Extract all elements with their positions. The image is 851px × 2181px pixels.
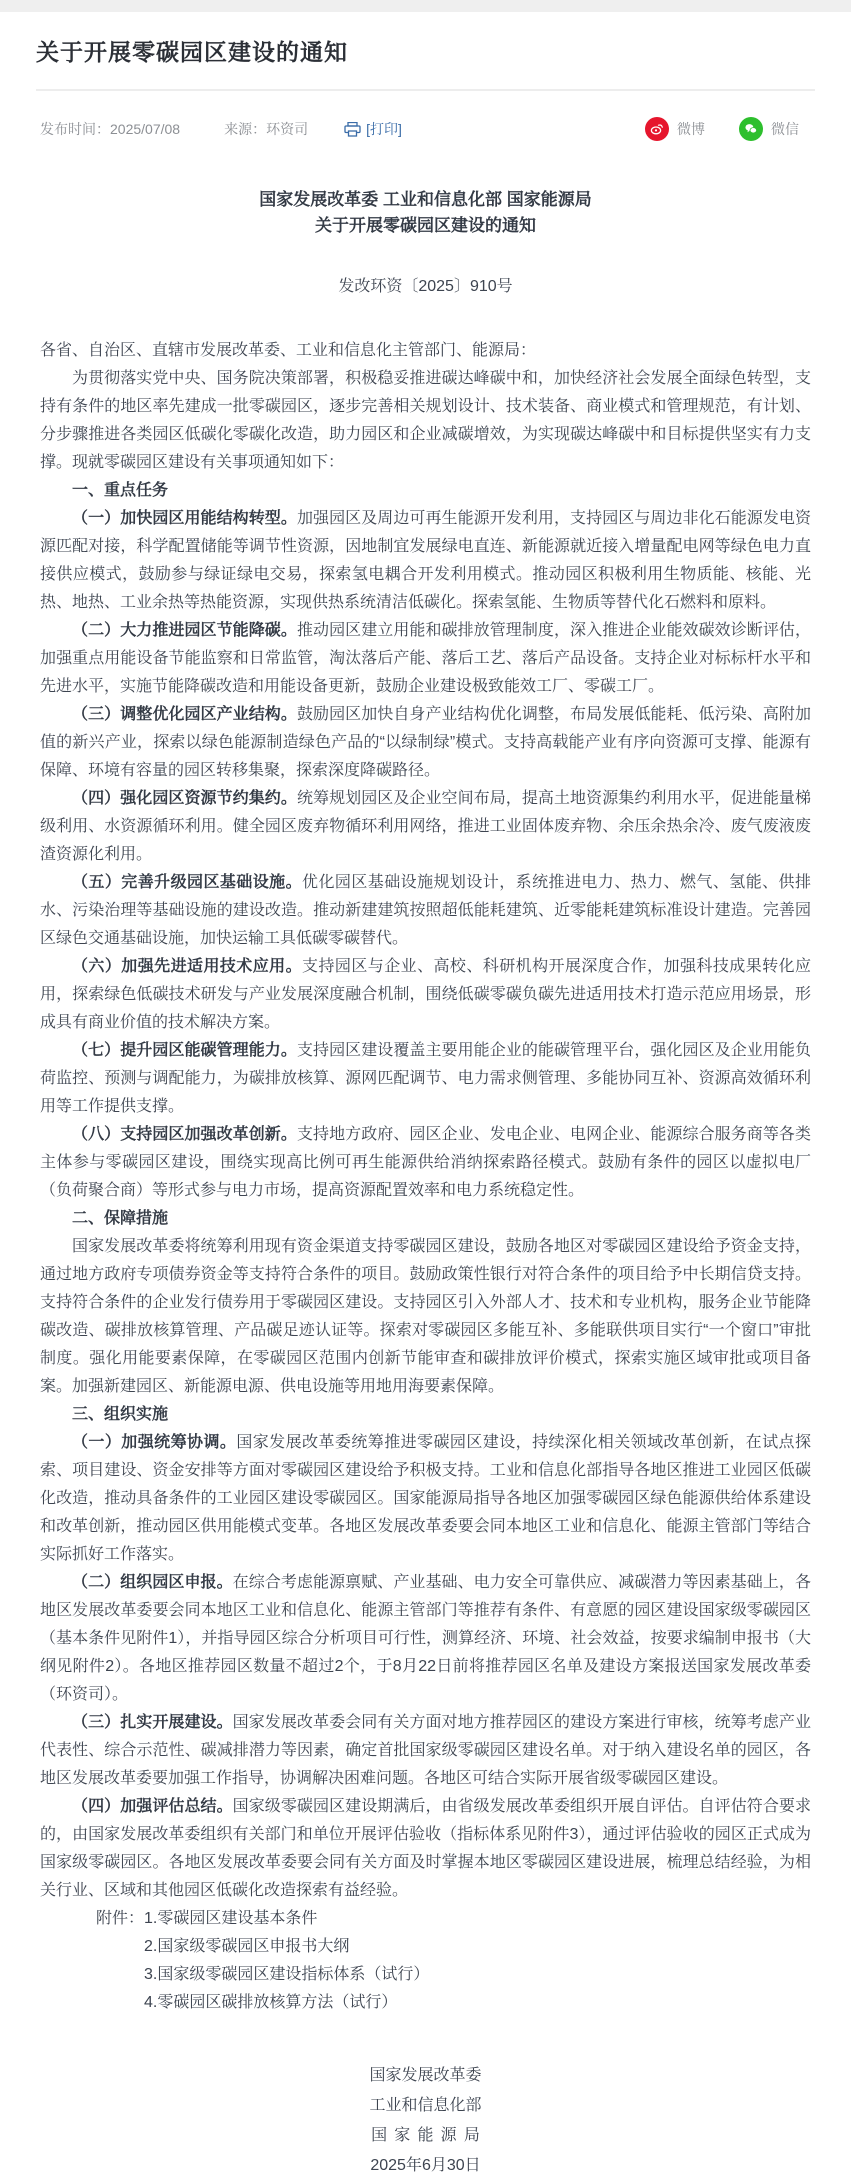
wechat-icon	[739, 117, 763, 141]
paragraph: （二）大力推进园区节能降碳。推动园区建立用能和碳排放管理制度，深入推进企业能效碳效诊断评估，加强重点用能设备节能监察和日常监管，淘汰落后产能、落后工艺、落后产品设备。支持企业对标标杆水平和先进水平，实施节能降碳改造和用能设备更新，鼓励企业建设极致能效工厂、零碳工厂。	[40, 622, 811, 695]
paragraph: （五）完善升级园区基础设施。优化园区基础设施规划设计，系统推进电力、热力、燃气、氢能、供排水、污染治理等基础设施的建设改造。推动新建建筑按照超低能耗建筑、近零能耗建筑标准设计建造。完善园区绿色交通基础设施，加快运输工具低碳零碳替代。	[40, 874, 811, 947]
page-title: 关于开展零碳园区建设的通知	[36, 39, 348, 65]
paragraph-lead: （七）提升园区能碳管理能力。	[72, 1042, 297, 1059]
source-value: 环资司	[266, 121, 309, 137]
paragraph: （八）支持园区加强改革创新。支持地方政府、园区企业、发电企业、电网企业、能源综合服务商等各类主体参与零碳园区建设，围绕实现高比例可再生能源供给消纳探索路径模式。鼓励有条件的园区以虚拟电厂（负荷聚合商）等形式参与电力市场，提高资源配置效率和电力系统稳定性。	[40, 1126, 811, 1199]
paragraph: （二）组织园区申报。在综合考虑能源禀赋、产业基础、电力安全可靠供应、减碳潜力等因素基础上，各地区发展改革委要会同本地区工业和信息化、能源主管部门等推荐有条件、有意愿的园区建设国家级零碳园区（基本条件见附件1），并指导园区综合分析项目可行性，测算经济、环境、社会效益，按要求编制申报书（大纲见附件2）。各地区推荐园区数量不超过2个，于8月22日前将推荐园区名单及建设方案报送国家发展改革委（环资司）。	[40, 1574, 811, 1703]
paragraph: （七）提升园区能碳管理能力。支持园区建设覆盖主要用能企业的能碳管理平台，强化园区及企业用能负荷监控、预测与调配能力，为碳排放核算、源网匹配调节、电力需求侧管理、多能协同互补、资源高效循环利用等工作提供支撑。	[40, 1042, 811, 1115]
paragraph: （三）调整优化园区产业结构。鼓励园区加快自身产业结构优化调整，布局发展低能耗、低污染、高附加值的新兴产业，探索以绿色能源制造绿色产品的“以绿制绿”模式。支持高载能产业有序向资源可支撑、能源有保障、环境有容量的园区转移集聚，探索深度降碳路径。	[40, 706, 811, 779]
paragraph-lead: （一）加强统筹协调。	[72, 1434, 237, 1451]
attachments-label: 附件：	[96, 1910, 145, 1927]
paragraph-lead: （八）支持园区加强改革创新。	[72, 1126, 297, 1143]
attachment-item: 1.零碳园区建设基本条件	[144, 1910, 318, 1927]
weibo-label: 微博	[677, 121, 705, 137]
print-label: [打印]	[366, 121, 402, 137]
source-label: 来源：	[224, 121, 267, 137]
signature-line: 国家发展改革委	[369, 2067, 482, 2084]
source	[224, 119, 308, 139]
paragraph: （四）强化园区资源节约集约。统筹规划园区及企业空间布局，提高土地资源集约利用水平，促进能量梯级利用、水资源循环利用。健全园区废弃物循环利用网络，推进工业固体废弃物、余压余热余冷、废气废液废渣资源化利用。	[40, 790, 811, 863]
document-agency-line: 国家发展改革委 工业和信息化部 国家能源局	[259, 190, 592, 209]
meta-row	[40, 117, 811, 141]
paragraph-lead: （三）调整优化园区产业结构。	[72, 706, 297, 723]
salutation: 各省、自治区、直辖市发展改革委、工业和信息化主管部门、能源局：	[40, 342, 537, 359]
intro-paragraph: 为贯彻落实党中央、国务院决策部署，积极稳妥推进碳达峰碳中和，加快经济社会发展全面绿色转型，支持有条件的地区率先建成一批零碳园区，逐步完善相关规划设计、技术装备、商业模式和管理规范，有计划、分步骤推进各类园区低碳化零碳化改造，助力园区和企业减碳增效，为实现碳达峰碳中和目标提供坚实有力支撑。现就零碳园区建设有关事项通知如下：	[40, 370, 811, 471]
share-wechat[interactable]	[739, 117, 799, 141]
paragraph-lead: （一）加快园区用能结构转型。	[72, 510, 297, 527]
title-divider	[36, 89, 815, 91]
section-heading: 二、保障措施	[72, 1210, 169, 1227]
paragraph-lead: （五）完善升级园区基础设施。	[72, 874, 303, 891]
wechat-label: 微信	[771, 121, 799, 137]
paragraph: （一）加强统筹协调。国家发展改革委统筹推进零碳园区建设，持续深化相关领域改革创新，在试点探索、项目建设、资金安排等方面对零碳园区建设给予积极支持。工业和信息化部指导各地区推进工业园区低碳化改造，推动具备条件的工业园区建设零碳园区。国家能源局指导各地区加强零碳园区绿色能源供给体系建设和改革创新，推动园区供用能模式变革。各地区发展改革委要会同本地区工业和信息化、能源主管部门等结合实际抓好工作落实。	[40, 1434, 811, 1563]
paragraph-lead: （四）加强评估总结。	[72, 1798, 233, 1815]
meta-left	[40, 119, 645, 139]
document-body	[0, 187, 851, 2181]
attachment-item: 3.国家级零碳园区建设指标体系（试行）	[144, 1966, 430, 1983]
paragraph: （三）扎实开展建设。国家发展改革委会同有关方面对地方推荐园区的建设方案进行审核，统筹考虑产业代表性、综合示范性、碳减排潜力等因素，确定首批国家级零碳园区建设名单。对于纳入建设名单的园区，各地区发展改革委要加强工作指导，协调解决困难问题。各地区可结合实际开展省级零碳园区建设。	[40, 1714, 811, 1787]
share-group	[645, 117, 811, 141]
page-header	[0, 12, 851, 67]
signature-date: 2025年6月30日	[370, 2157, 481, 2174]
publish-time	[40, 119, 180, 139]
paragraph-lead: （二）组织园区申报。	[72, 1574, 233, 1591]
attachments	[40, 1905, 811, 2017]
signature-line: 国家能源局	[371, 2127, 488, 2144]
document-number: 发改环资〔2025〕910号	[338, 278, 513, 295]
paragraph: （一）加快园区用能结构转型。加强园区及周边可再生能源开发利用，支持园区与周边非化石能源发电资源匹配对接，科学配置储能等调节性资源，因地制宜发展绿电直连、新能源就近接入增量配电网等绿色电力直接供应模式，鼓励参与绿证绿电交易，探索氢电耦合开发利用模式。推动园区积极利用生物质能、核能、光热、地热、工业余热等热能资源，实现供热系统清洁低碳化。探索氢能、生物质等替代化石燃料和原料。	[40, 510, 811, 611]
attachment-item: 4.零碳园区碳排放核算方法（试行）	[144, 1994, 398, 2011]
paragraph-lead: （六）加强先进适用技术应用。	[72, 958, 303, 975]
paragraph: 国家发展改革委将统筹利用现有资金渠道支持零碳园区建设，鼓励各地区对零碳园区建设给予资金支持，通过地方政府专项债券资金等支持符合条件的项目。鼓励政策性银行对符合条件的项目给予中长期信贷支持。支持符合条件的企业发行债券用于零碳园区建设。支持园区引入外部人才、技术和专业机构，服务企业节能降碳改造、碳排放核算管理、产品碳足迹认证等。探索对零碳园区多能互补、多能联供项目实行“一个窗口”审批制度。强化用能要素保障，在零碳园区范围内创新节能审查和碳排放评价模式，探索实施区域审批或项目备案。加强新建园区、新能源电源、供电设施等用地用海要素保障。	[40, 1238, 811, 1395]
weibo-icon	[645, 117, 669, 141]
paragraph-lead: （四）强化园区资源节约集约。	[72, 790, 297, 807]
attachment-item: 2.国家级零碳园区申报书大纲	[144, 1938, 350, 1955]
share-weibo[interactable]	[645, 117, 705, 141]
printer-icon	[344, 122, 361, 137]
publish-time-value: 2025/07/08	[110, 121, 181, 137]
signature-block	[40, 2061, 811, 2181]
paragraph: （六）加强先进适用技术应用。支持园区与企业、高校、科研机构开展深度合作，加强科技成果转化应用，探索绿色低碳技术研发与产业发展深度融合机制，围绕低碳零碳负碳先进适用技术打造示范应用场景，形成具有商业价值的技术解决方案。	[40, 958, 811, 1031]
publish-time-label: 发布时间：	[40, 121, 110, 137]
section-heading: 一、重点任务	[72, 482, 169, 499]
signature-line: 工业和信息化部	[369, 2097, 482, 2114]
top-strip	[0, 0, 851, 12]
document-sections	[40, 477, 811, 1905]
print-button[interactable]	[344, 119, 402, 139]
attachments-list	[144, 1905, 429, 2017]
document-title-line: 关于开展零碳园区建设的通知	[315, 216, 536, 235]
paragraph: （四）加强评估总结。国家级零碳园区建设期满后，由省级发展改革委组织开展自评估。自评估符合要求的，由国家发展改革委组织有关部门和单位开展评估验收（指标体系见附件3），通过评估验收的园区正式成为国家级零碳园区。各地区发展改革委要会同有关方面及时掌握本地区零碳园区建设进展，梳理总结经验，为相关行业、区域和其他园区低碳化改造探索有益经验。	[40, 1798, 811, 1899]
paragraph-lead: （二）大力推进园区节能降碳。	[72, 622, 297, 639]
paragraph-lead: （三）扎实开展建设。	[72, 1714, 233, 1731]
section-heading: 三、组织实施	[72, 1406, 169, 1423]
